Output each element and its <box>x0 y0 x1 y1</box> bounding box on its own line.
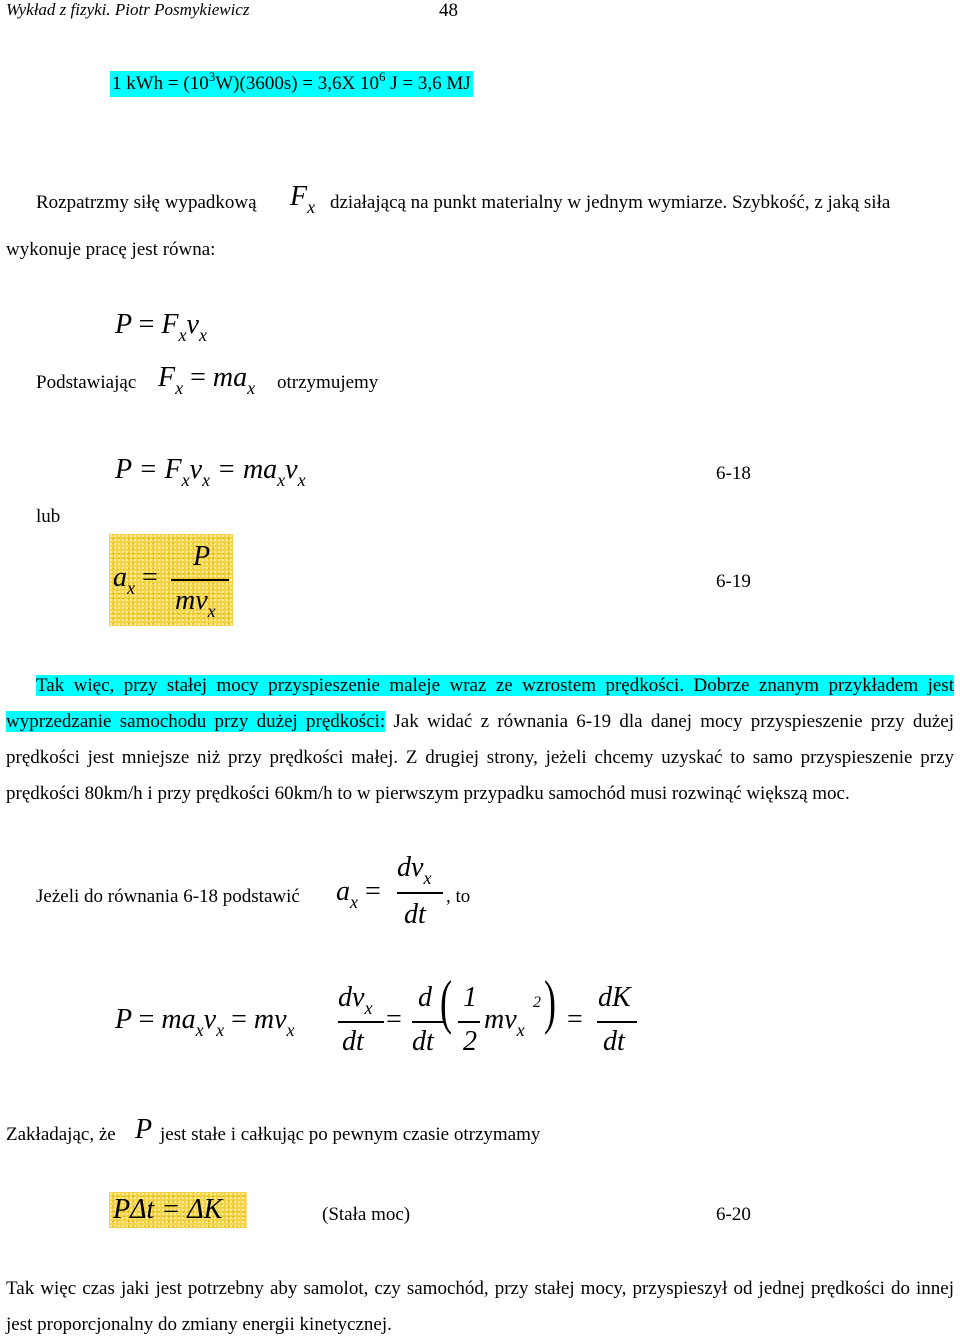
paragraph-acceleration <box>6 668 954 812</box>
lub-label: lub <box>36 506 61 527</box>
eq619-lhs: $a_x$ = <box>113 562 158 598</box>
eq-big-left-paren: ( <box>439 969 452 1035</box>
paragraph-highlight: Tak więc, przy stałej mocy przyspieszenie maleje wraz ze wzrostem prędkości. Dobrze znanym przykładem jest wyprzedzanie samochodu przy dużej prędkości: <box>6 675 954 732</box>
eq-big-frac2-den: dt <box>412 1026 434 1057</box>
substitute2-label: Jeżeli do równania 6-18 podstawić <box>36 886 300 907</box>
intro-part2: działającą na punkt materialny w jednym wymiarze. Szybkość, z jaką siła <box>330 192 891 213</box>
equation-number-6-19: 6-19 <box>716 571 751 592</box>
energy-part-c: J = 3,6 MJ <box>385 73 471 94</box>
paragraph-conclusion: Tak więc czas jaki jest potrzebny aby samolot, czy samochód, przy stałej mocy, przyspieszył od jednej prędkości do innej jest proporcjonalny do zmiany energii kinetycznej. <box>6 1278 954 1335</box>
assume-P-symbol: P <box>135 1114 153 1145</box>
eq-big-frac1-line <box>338 1021 384 1023</box>
eq-ax-fraction-line <box>397 892 443 894</box>
substitute2-after: , to <box>446 886 471 907</box>
assume-part2: jest stałe i całkując po pewnym czasie otrzymamy <box>160 1124 541 1145</box>
eq-big-eq4: = <box>567 1004 583 1035</box>
eq-big-frac3-num: 1 <box>463 982 477 1013</box>
eq-big-frac4-num: dK <box>598 982 631 1013</box>
eq-big-frac3-den: 2 <box>463 1026 477 1057</box>
energy-conversion-line <box>110 71 473 97</box>
eq-big-frac4-den: dt <box>603 1026 625 1057</box>
equation-newton: $F_x = ma_x$ <box>158 362 256 398</box>
eq619-numerator: P <box>193 541 211 572</box>
equation-6-19-highlight <box>109 534 233 626</box>
equation-power: $P = F_xv_x$ <box>115 309 207 345</box>
eq-big-frac1-num: $dv_x$ <box>338 982 373 1018</box>
equation-6-20: PΔt = ΔK <box>109 1192 247 1228</box>
page-number: 48 <box>439 0 458 21</box>
eq-big-frac2-num: d <box>418 982 432 1013</box>
substitute-label: Podstawiając <box>36 372 137 393</box>
intro-force-symbol: $F_x$ <box>290 181 316 217</box>
energy-part-a: 1 kWh = (10 <box>112 73 209 94</box>
eq-big-right-paren: ) <box>543 969 556 1035</box>
equation-6-18: $P = F_xv_x = ma_xv_x$ <box>115 454 306 490</box>
paragraph-rest: Jak widać z równania 6-19 dla danej mocy przyspieszenie przy dużej prędkości jest mniejsze niż przy prędkości małej. Z drugiej strony, jeżeli chcemy uzyskać to samo przyspieszenie przy prędkości 80km/h i przy prędkości 60km/h to w pierwszym przypadku samochód musi rozwinąć większą moc. <box>6 711 954 804</box>
energy-part-b: W)(3600s) = 3,6X 10 <box>215 73 379 94</box>
eq619-denominator: $mv_x$ <box>175 585 216 621</box>
eq-ax-denominator: dt <box>404 899 426 930</box>
eq-big-part1: $P = ma_xv_x = mv_x$ <box>115 1004 295 1040</box>
equation-6-20-note: (Stała moc) <box>322 1204 411 1225</box>
eq-big-frac3-line <box>458 1021 480 1023</box>
energy-exp2: 6 <box>378 69 386 84</box>
header-title: Wykład z fizyki. Piotr Posmykiewicz <box>6 0 250 19</box>
eq-big-frac4-line <box>597 1021 637 1023</box>
intro-part1: Rozpatrzmy siłę wypadkową <box>36 192 257 213</box>
eq-ax-lhs: $a_x$ = <box>336 876 381 912</box>
intro-line2: wykonuje pracę jest równa: <box>6 239 216 260</box>
eq-big-mv2: $mv_x$ <box>484 1004 525 1040</box>
substitute-after: otrzymujemy <box>277 372 379 393</box>
eq619-fraction-line <box>171 579 229 581</box>
equation-number-6-20: 6-20 <box>716 1204 751 1225</box>
eq-ax-numerator: $dv_x$ <box>397 852 432 888</box>
eq-big-exponent: 2 <box>533 994 541 1011</box>
eq-big-frac1-den: dt <box>342 1026 364 1057</box>
assume-part1: Zakładając, że <box>6 1124 116 1145</box>
eq-big-eq3: = <box>386 1004 402 1035</box>
energy-exp1: 3 <box>208 69 216 84</box>
equation-number-6-18: 6-18 <box>716 463 751 484</box>
